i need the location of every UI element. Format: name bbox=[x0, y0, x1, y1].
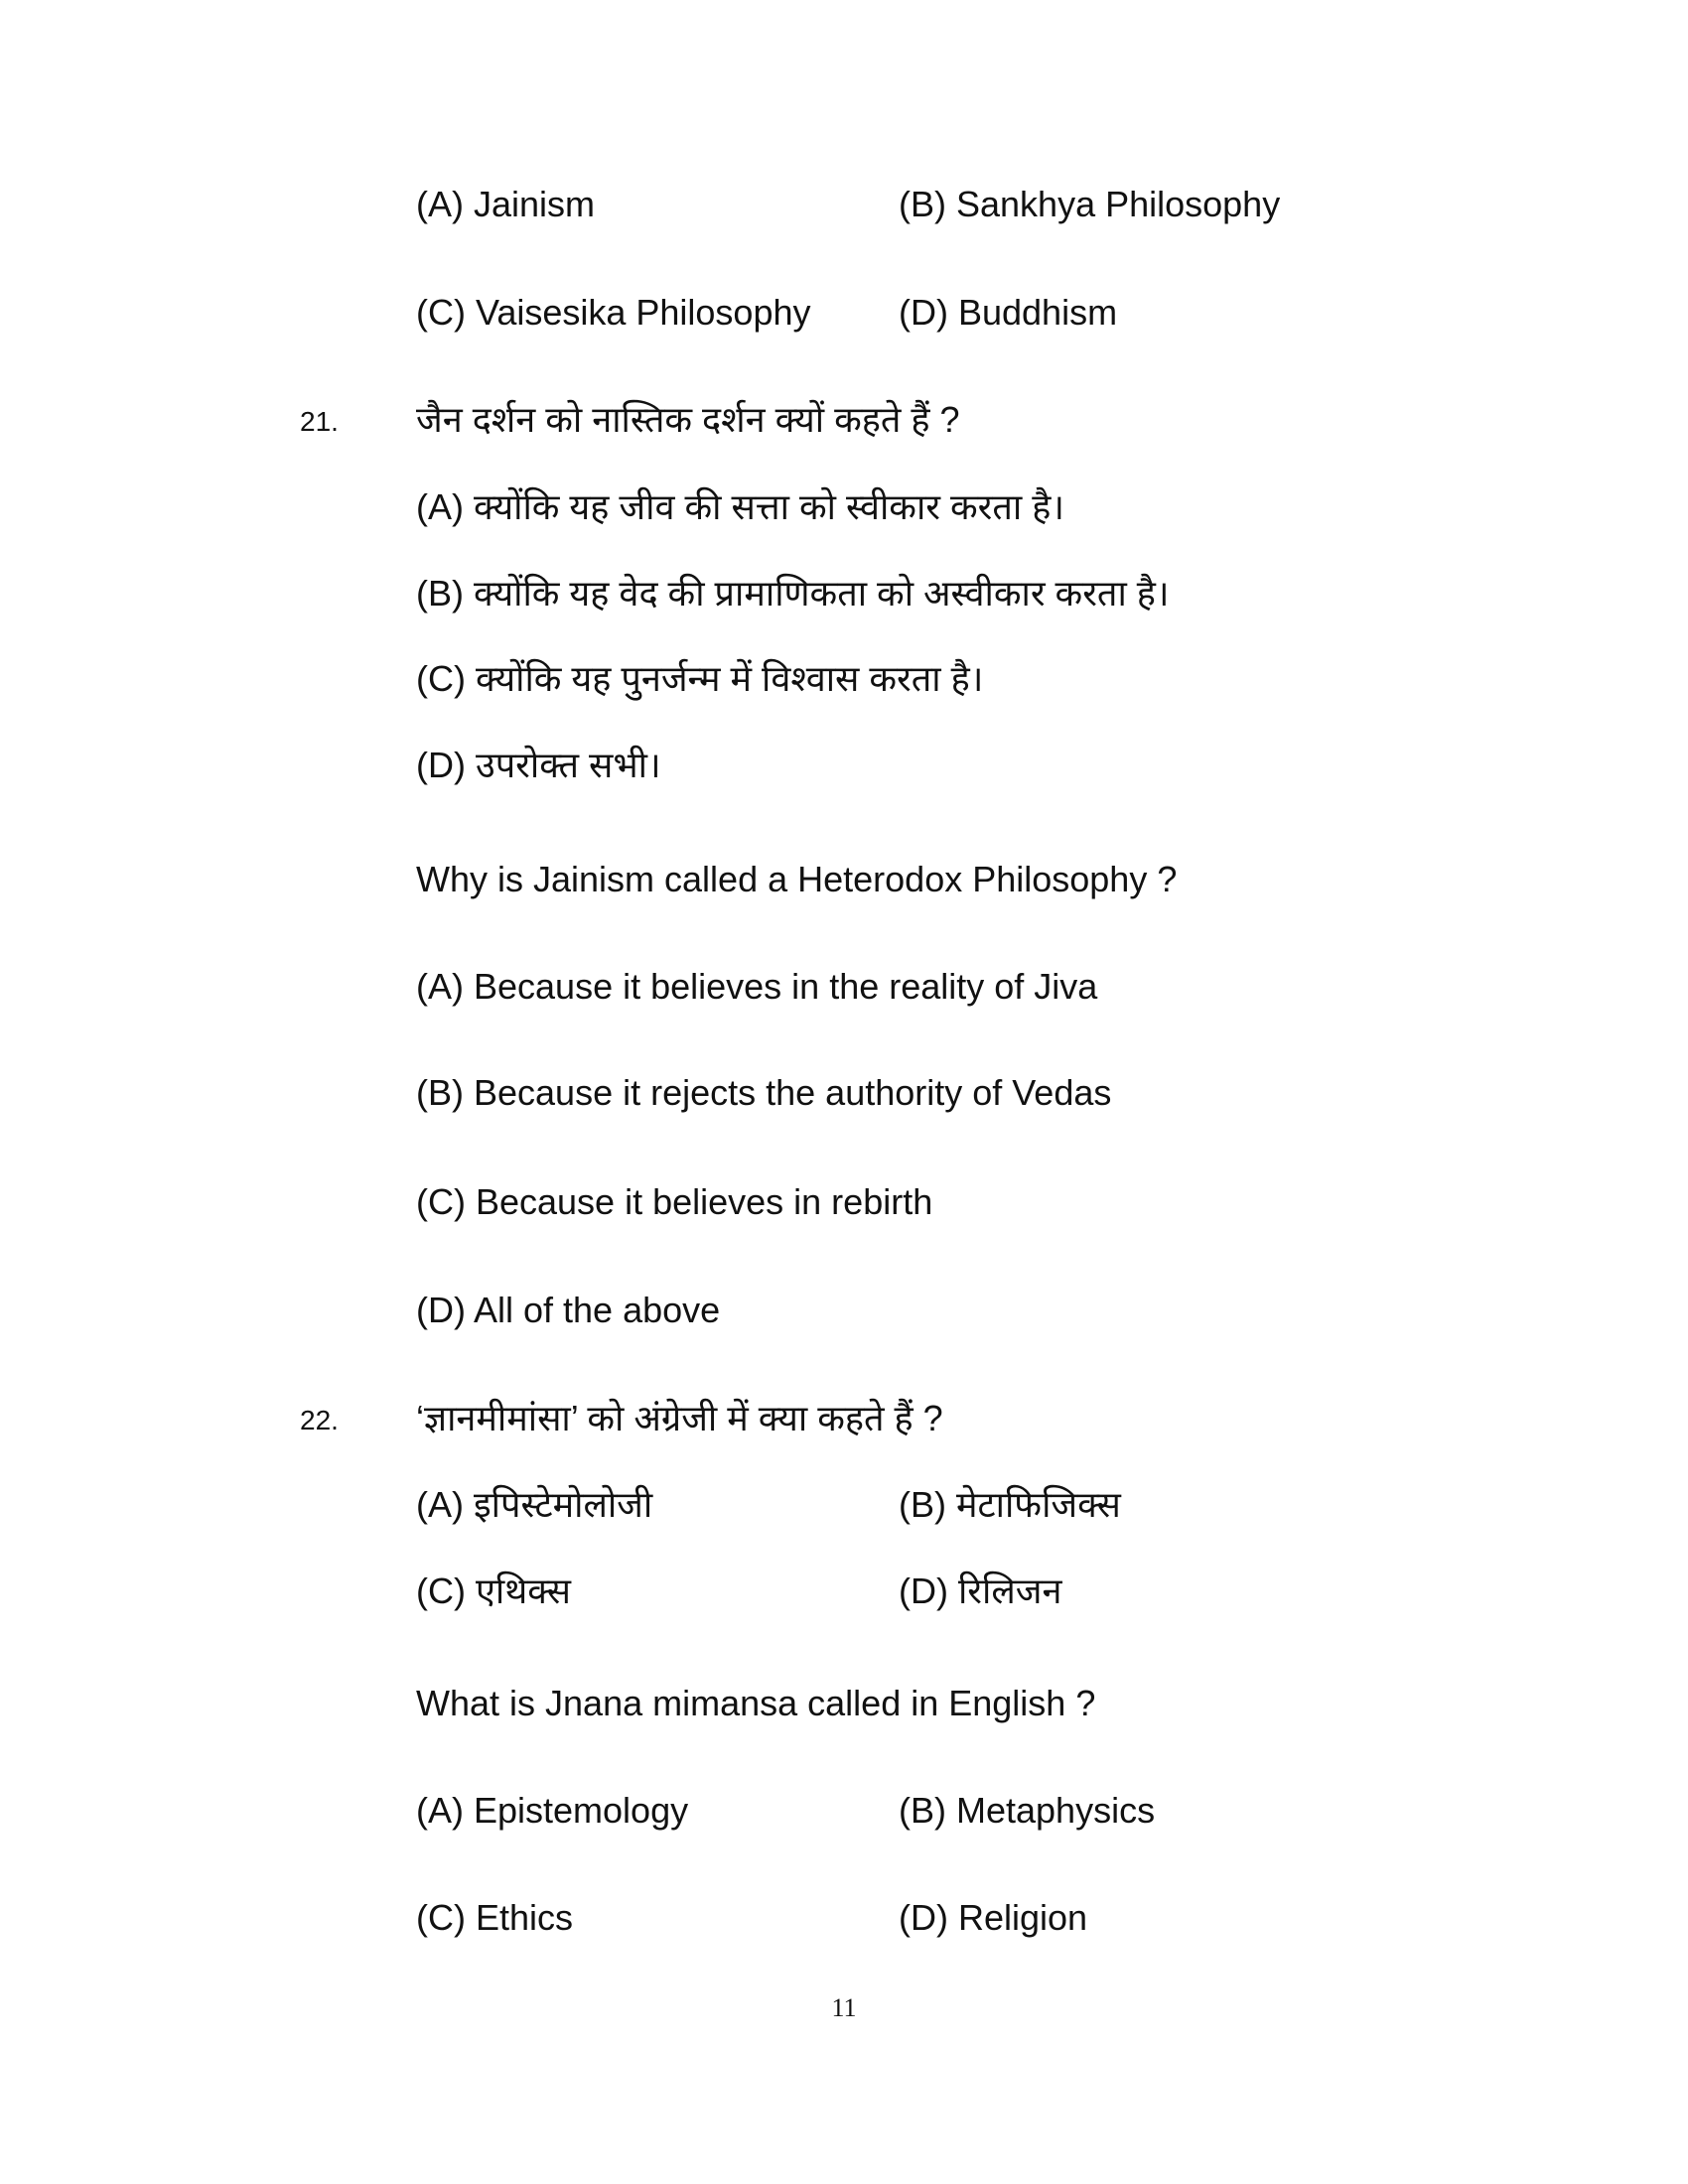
question-22-option-b-english: (B) Metaphysics bbox=[899, 1790, 1156, 1831]
carryover-option-a: (A) Jainism bbox=[416, 184, 596, 224]
question-21-option-a-english: (A) Because it believes in the reality of Jiva bbox=[416, 966, 1098, 1007]
carryover-option-c: (C) Vaisesika Philosophy bbox=[416, 292, 811, 333]
carryover-option-b: (B) Sankhya Philosophy bbox=[899, 184, 1281, 224]
question-21-option-c-english: (C) Because it believes in rebirth bbox=[416, 1181, 933, 1222]
question-21-text-hindi: जैन दर्शन को नास्तिक दर्शन क्यों कहते हैं ? bbox=[416, 399, 960, 440]
question-21-option-b-english: (B) Because it rejects the authority of Vedas bbox=[416, 1072, 1112, 1113]
question-22-option-c-english: (C) Ethics bbox=[416, 1897, 574, 1938]
question-22-option-d-hindi: (D) रिलिजन bbox=[899, 1570, 1062, 1611]
question-21-option-a-hindi: (A) क्योंकि यह जीव की सत्ता को स्वीकार करता है। bbox=[416, 486, 1064, 527]
question-21-text-english: Why is Jainism called a Heterodox Philosophy ? bbox=[416, 859, 1178, 899]
question-21-option-b-hindi: (B) क्योंकि यह वेद की प्रामाणिकता को अस्वीकार करता है। bbox=[416, 573, 1170, 614]
question-22-option-b-hindi: (B) मेटाफिजिक्स bbox=[899, 1484, 1121, 1525]
question-22-option-d-english: (D) Religion bbox=[899, 1897, 1088, 1938]
question-21-option-d-english: (D) All of the above bbox=[416, 1290, 721, 1330]
question-22-text-english: What is Jnana mimansa called in English ? bbox=[416, 1683, 1096, 1723]
carryover-option-d: (D) Buddhism bbox=[899, 292, 1118, 333]
question-21-number: 21. bbox=[300, 406, 339, 437]
question-22-option-a-english: (A) Epistemology bbox=[416, 1790, 689, 1831]
question-22-option-c-hindi: (C) एथिक्स bbox=[416, 1570, 571, 1611]
page-number: 11 bbox=[831, 1993, 857, 2022]
question-21-option-d-hindi: (D) उपरोक्त सभी। bbox=[416, 745, 661, 785]
question-22-option-a-hindi: (A) इपिस्टेमोलोजी bbox=[416, 1484, 653, 1525]
question-21-option-c-hindi: (C) क्योंकि यह पुनर्जन्म में विश्वास करता है। bbox=[416, 658, 984, 699]
question-22-text-hindi: ‘ज्ञानमीमांसा’ को अंग्रेजी में क्या कहते हैं ? bbox=[416, 1398, 943, 1438]
question-22-number: 22. bbox=[300, 1405, 339, 1435]
